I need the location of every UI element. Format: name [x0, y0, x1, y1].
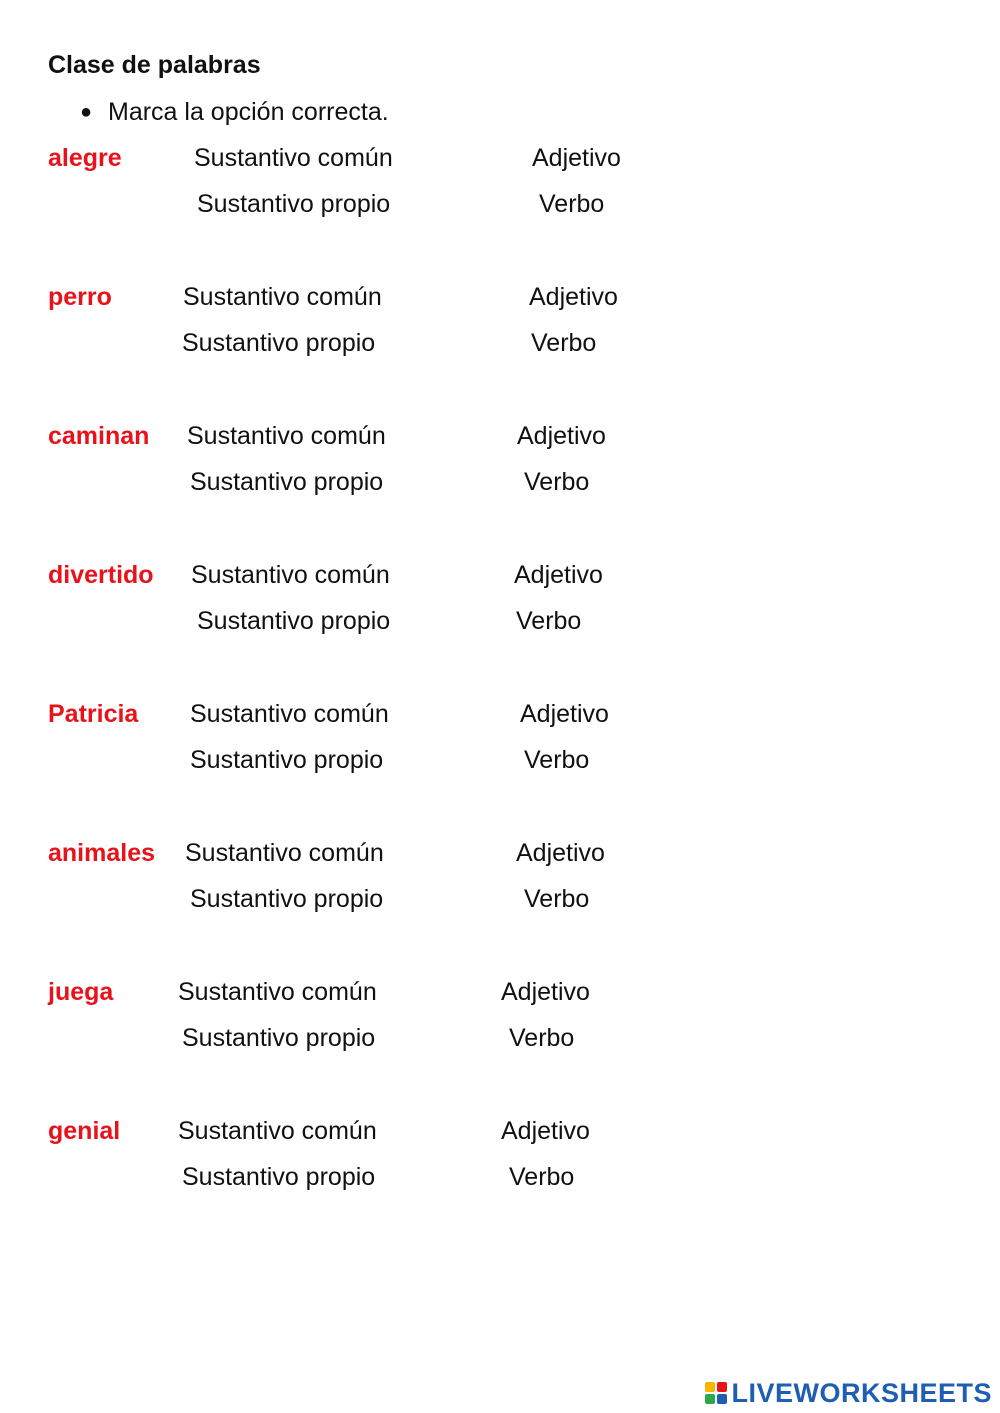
- option-sustantivo-comun[interactable]: Sustantivo común: [178, 978, 377, 1006]
- brand-footer[interactable]: [705, 1376, 992, 1410]
- option-adjetivo[interactable]: Adjetivo: [532, 144, 621, 172]
- option-sustantivo-comun[interactable]: Sustantivo común: [190, 700, 389, 728]
- question-item: [0, 421, 1000, 511]
- option-adjetivo[interactable]: Adjetivo: [514, 561, 603, 589]
- option-adjetivo[interactable]: Adjetivo: [501, 1117, 590, 1145]
- option-adjetivo[interactable]: Adjetivo: [501, 978, 590, 1006]
- option-sustantivo-comun[interactable]: Sustantivo común: [178, 1117, 377, 1145]
- option-sustantivo-propio[interactable]: Sustantivo propio: [182, 1163, 376, 1191]
- option-sustantivo-propio[interactable]: Sustantivo propio: [190, 468, 384, 496]
- option-adjetivo[interactable]: Adjetivo: [520, 700, 609, 728]
- option-verbo[interactable]: Verbo: [524, 746, 590, 774]
- question-word: caminan: [48, 422, 150, 450]
- option-verbo[interactable]: Verbo: [539, 190, 605, 218]
- option-verbo[interactable]: Verbo: [524, 468, 590, 496]
- option-adjetivo[interactable]: Adjetivo: [529, 283, 618, 311]
- option-sustantivo-propio[interactable]: Sustantivo propio: [182, 329, 376, 357]
- option-adjetivo[interactable]: Adjetivo: [517, 422, 606, 450]
- option-verbo[interactable]: Verbo: [509, 1024, 575, 1052]
- question-item: [0, 143, 1000, 233]
- option-sustantivo-propio[interactable]: Sustantivo propio: [197, 607, 391, 635]
- option-verbo[interactable]: Verbo: [509, 1163, 575, 1191]
- question-item: [0, 977, 1000, 1067]
- question-item: [0, 699, 1000, 789]
- question-word: animales: [48, 839, 156, 867]
- liveworksheets-logo-icon: [705, 1382, 727, 1404]
- question-word: divertido: [48, 561, 154, 589]
- question-item: [0, 560, 1000, 650]
- page-title: Clase de palabras: [48, 51, 261, 79]
- instruction: [80, 97, 389, 127]
- logo-square: [717, 1394, 727, 1404]
- question-word: alegre: [48, 144, 122, 172]
- question-item: [0, 838, 1000, 928]
- option-sustantivo-propio[interactable]: Sustantivo propio: [197, 190, 391, 218]
- option-sustantivo-comun[interactable]: Sustantivo común: [194, 144, 393, 172]
- option-sustantivo-propio[interactable]: Sustantivo propio: [190, 746, 384, 774]
- option-verbo[interactable]: Verbo: [516, 607, 582, 635]
- option-sustantivo-comun[interactable]: Sustantivo común: [191, 561, 390, 589]
- logo-square: [705, 1382, 715, 1392]
- question-word: juega: [48, 978, 114, 1006]
- option-sustantivo-comun[interactable]: Sustantivo común: [183, 283, 382, 311]
- option-verbo[interactable]: Verbo: [524, 885, 590, 913]
- option-sustantivo-propio[interactable]: Sustantivo propio: [182, 1024, 376, 1052]
- logo-square: [717, 1382, 727, 1392]
- brand-text: LIVEWORKSHEETS: [731, 1377, 992, 1408]
- question-word: Patricia: [48, 700, 139, 728]
- instruction-text: Marca la opción correcta.: [108, 98, 389, 126]
- option-sustantivo-propio[interactable]: Sustantivo propio: [190, 885, 384, 913]
- question-word: perro: [48, 283, 112, 311]
- question-item: [0, 1116, 1000, 1206]
- option-sustantivo-comun[interactable]: Sustantivo común: [185, 839, 384, 867]
- option-sustantivo-comun[interactable]: Sustantivo común: [187, 422, 386, 450]
- question-word: genial: [48, 1117, 121, 1145]
- bullet-icon: ●: [80, 101, 93, 123]
- option-adjetivo[interactable]: Adjetivo: [516, 839, 605, 867]
- logo-square: [705, 1394, 715, 1404]
- question-item: [0, 282, 1000, 372]
- option-verbo[interactable]: Verbo: [531, 329, 597, 357]
